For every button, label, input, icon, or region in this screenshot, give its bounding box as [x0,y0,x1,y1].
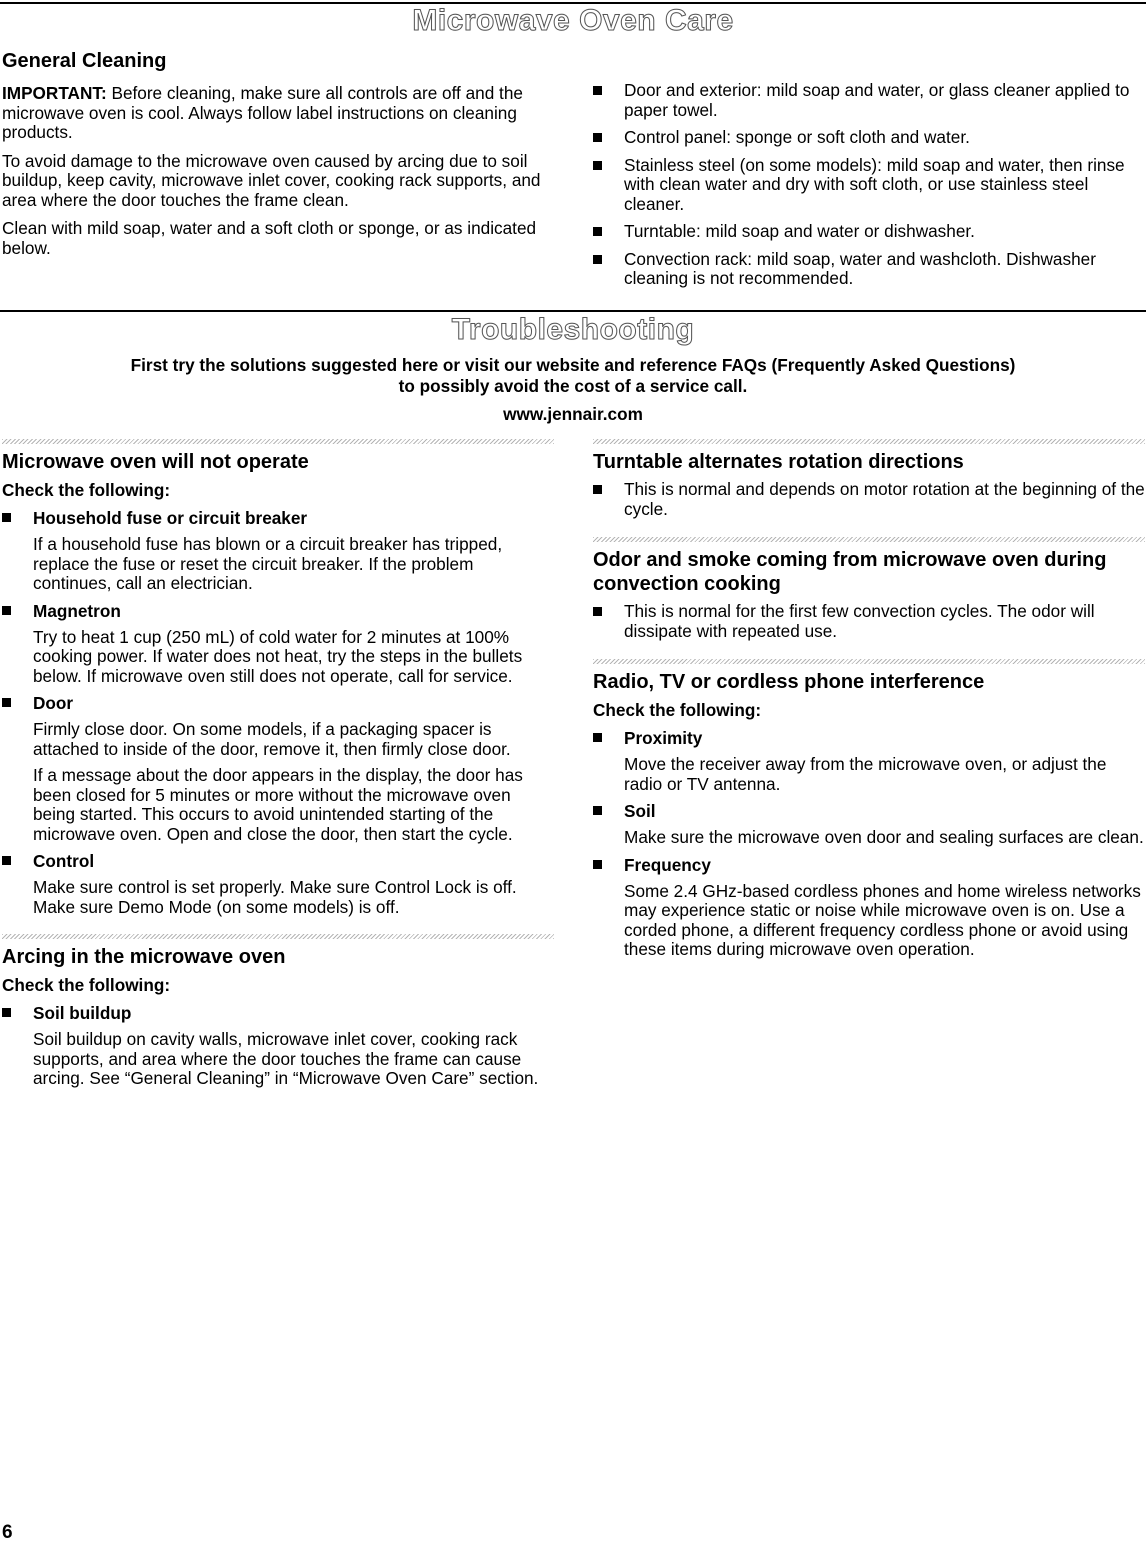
item-paragraph: Firmly close door. On some models, if a packaging spacer is attached to inside of the door, remove it, then firmly close door. [33,719,511,759]
troubleshooting-banner: Troubleshooting [451,313,695,346]
turntable-title: Turntable alternates rotation directions [593,451,964,473]
bullet-square-icon [593,485,602,494]
item-heading-text: Soil [624,801,656,821]
bullet-square-icon [593,86,602,95]
arcing-paragraph: To avoid damage to the microwave oven caused by arcing due to soil buildup, keep cavity, microwave inlet cover, cooking rack supports, and area where the door touches the frame clean. [2,150,541,210]
troubleshooting-right [593,439,1145,967]
item-heading [2,1003,554,1023]
bullet-square-icon [593,227,602,236]
care-bullet [593,128,1143,148]
check-following-label: Check the following: [593,700,762,720]
hatch-divider [593,659,1145,664]
item-heading-text: Soil buildup [33,1003,132,1023]
general-cleaning-left [2,50,554,267]
bullet-square-icon [2,856,11,865]
item-paragraph: If a message about the door appears in the display, the door has been closed for 5 minutes or more without the microwave oven being started. This occurs to avoid unintended starting of the microwave oven. Open and close the door, then start the cycle. [33,765,523,844]
care-bullet [593,156,1143,215]
care-bullet-text: Turntable: mild soap and water or dishwasher. [624,221,975,241]
care-bullet-text: Control panel: sponge or soft cloth and water. [624,127,970,147]
general-cleaning-heading: General Cleaning [2,50,167,72]
turntable-bullet-text: This is normal and depends on motor rotation at the beginning of the cycle. [624,479,1145,519]
hatch-divider [2,934,554,939]
care-bullet [593,222,1143,242]
item-paragraph: Soil buildup on cavity walls, microwave inlet cover, cooking rack supports, and area where the door touches the frame can cause arcing. See “General Cleaning” in “Microwave Oven Care” section. [33,1029,539,1088]
page-number: 6 [2,1522,13,1543]
website-link[interactable]: www.jennair.com [503,404,643,424]
important-label: IMPORTANT: [2,83,107,103]
care-bullet-text: Door and exterior: mild soap and water, or glass cleaner applied to paper towel. [624,80,1130,120]
care-bullet [593,250,1143,289]
hatch-divider [593,439,1145,444]
item-heading-text: Proximity [624,728,703,748]
general-cleaning-right [593,81,1143,297]
care-bullet-text: Convection rack: mild soap, water and washcloth. Dishwasher cleaning is not recommended. [624,248,1096,288]
troubleshooting-intro [0,355,1146,397]
item-paragraph: Some 2.4 GHz-based cordless phones and home wireless networks may experience static or noise while microwave oven is on. Use a corded phone, a different frequency cordless phone or avoid using these items during microwave oven operation. [624,880,1141,959]
important-paragraph [2,84,554,143]
item-heading-text: Household fuse or circuit breaker [33,508,308,528]
bullet-square-icon [593,607,602,616]
intro-line-2: to possibly avoid the cost of a service call. [398,376,748,396]
care-banner: Microwave Oven Care [412,4,734,37]
item-paragraph: Try to heat 1 cup (250 mL) of cold water for 2 minutes at 100% cooking power. If water does not heat, try the steps in the bullets below. If microwave oven still does not operate, call for service. [33,626,523,686]
arcing-title: Arcing in the microwave oven [2,946,286,968]
item-paragraph: If a household fuse has blown or a circuit breaker has tripped, replace the fuse or reset the circuit breaker. If the problem continues, call an electrician. [33,534,503,593]
care-bullet-text: Stainless steel (on some models): mild soap and water, then rinse with clean water and dry with soft cloth, or use stainless steel cleaner. [624,154,1125,214]
not-operate-title: Microwave oven will not operate [2,451,309,473]
intro-line-1: First try the solutions suggested here or visit our website and reference FAQs (Frequently Asked Questions) [130,355,1016,375]
bullet-square-icon [593,733,602,742]
clean-paragraph: Clean with mild soap, water and a soft cloth or sponge, or as indicated below. [2,218,537,258]
item-heading [593,855,1145,875]
bullet-square-icon [2,698,11,707]
troubleshooting-left [2,439,554,1096]
odor-bullet [593,602,1145,641]
bullet-square-icon [593,255,602,264]
item-heading [593,801,1145,821]
care-bullet [593,81,1143,120]
bullet-square-icon [593,806,602,815]
interference-title: Radio, TV or cordless phone interference [593,671,985,693]
item-heading-text: Frequency [624,854,711,875]
turntable-bullet [593,480,1145,519]
item-paragraph: Move the receiver away from the microwave oven, or adjust the radio or TV antenna. [624,754,1107,794]
item-heading-text: Door [33,693,74,713]
item-heading [2,693,554,713]
item-paragraph: Make sure the microwave oven door and sealing surfaces are clean. [624,827,1144,847]
bullet-square-icon [593,133,602,142]
item-heading-text: Magnetron [33,600,121,621]
check-following-label: Check the following: [2,480,171,500]
section-rule [0,310,1146,312]
hatch-divider [593,537,1145,542]
odor-bullet-text: This is normal for the first few convection cycles. The odor will dissipate with repeated use. [624,601,1095,641]
check-following-label: Check the following: [2,975,171,995]
item-heading [2,851,554,871]
bullet-square-icon [2,513,11,522]
item-heading [2,508,554,528]
item-heading [593,728,1145,748]
bullet-square-icon [593,161,602,170]
item-heading-text: Control [33,851,95,871]
important-text: Before cleaning, make sure all controls are off and the microwave oven is cool. Always follow label instructions on cleaning products. [2,83,523,142]
hatch-divider [2,439,554,444]
item-heading [2,601,554,621]
bullet-square-icon [2,606,11,615]
item-paragraph: Make sure control is set properly. Make sure Control Lock is off. Make sure Demo Mode (on some models) is off. [33,877,517,917]
odor-title: Odor and smoke coming from microwave oven during convection cooking [593,549,1107,595]
bullet-square-icon [2,1008,11,1017]
bullet-square-icon [593,860,602,869]
